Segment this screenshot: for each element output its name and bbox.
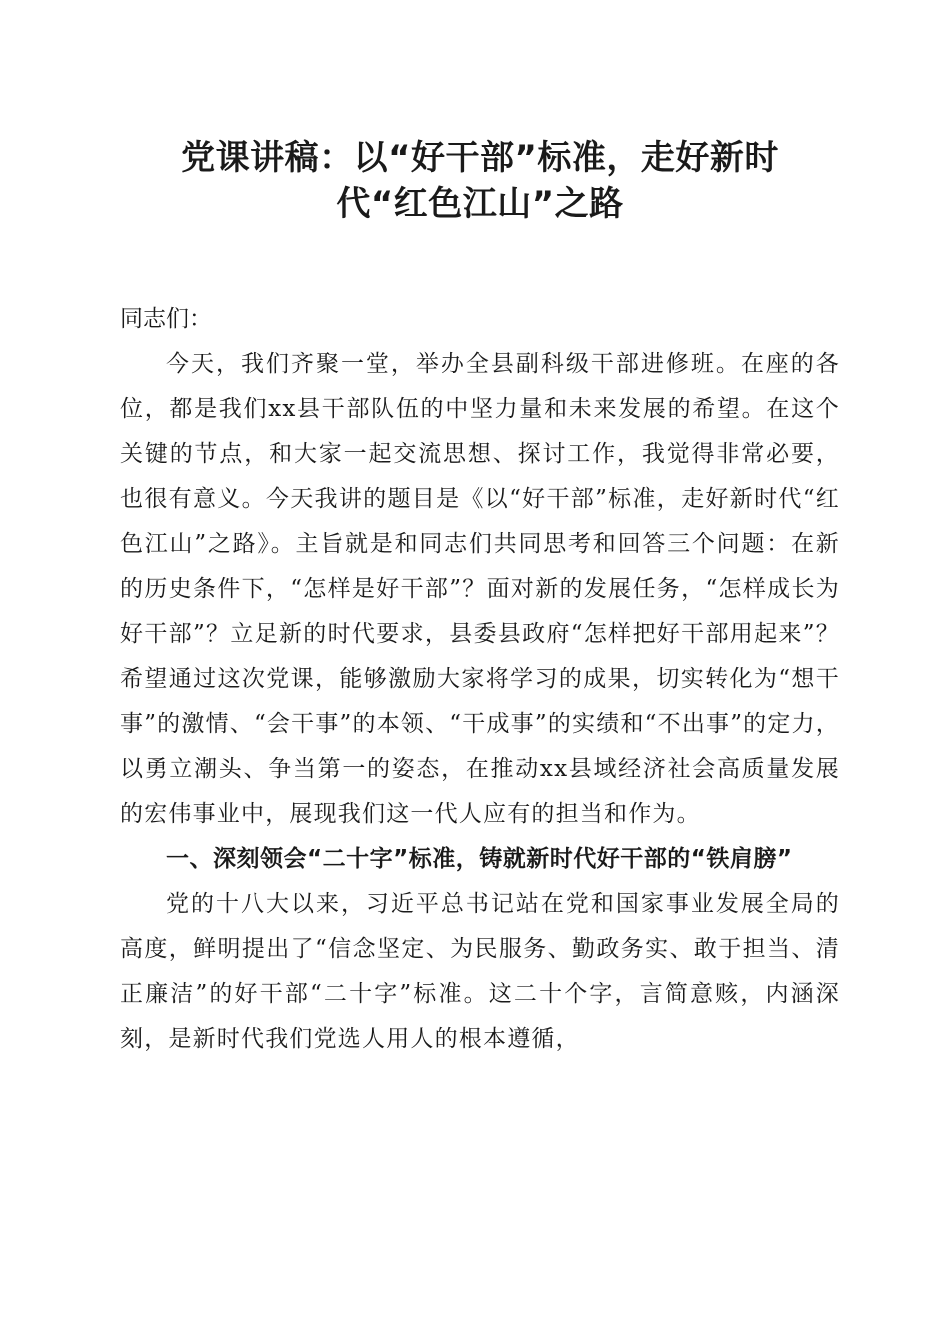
document-page — [120, 135, 840, 1062]
document-title — [120, 135, 840, 227]
paragraph-intro: 今天，我们齐聚一堂，举办全县副科级干部进修班。在座的各位，都是我们xx县干部队伍的中坚力量和未来发展的希望。在这个关键的节点，和大家一起交流思想、探讨工作，我觉得非常必要，也很有意义。今天我讲的题目是《以“好干部”标准，走好新时代“红色江山”之路》。主旨就是和同志们共同思考和回答三个问题：在新的历史条件下，“怎样是好干部”？面对新的发展任务，“怎样成长为好干部”？立足新的时代要求，县委县政府“怎样把好干部用起来”？希望通过这次党课，能够激励大家将学习的成果，切实转化为“想干事”的激情、“会干事”的本领、“干成事”的实绩和“不出事”的定力，以勇立潮头、争当第一的姿态，在推动xx县域经济社会高质量发展的宏伟事业中，展现我们这一代人应有的担当和作为。 — [120, 351, 840, 827]
salutation: 同志们： — [120, 306, 212, 332]
title-line-2: 代“红色江山”之路 — [336, 184, 624, 224]
section-heading-1: 一、深刻领会“二十字”标准，铸就新时代好干部的“铁肩膀” — [166, 846, 793, 872]
paragraph-section-1: 党的十八大以来，习近平总书记站在党和国家事业发展全局的高度，鲜明提出了“信念坚定、为民服务、勤政务实、敢于担当、清正廉洁”的好干部“二十字”标准。这二十个字，言简意赅，内涵深刻，是新时代我们党选人用人的根本遵循， — [120, 891, 840, 1052]
title-line-1: 党课讲稿：以“好干部”标准，走好新时 — [181, 138, 779, 178]
